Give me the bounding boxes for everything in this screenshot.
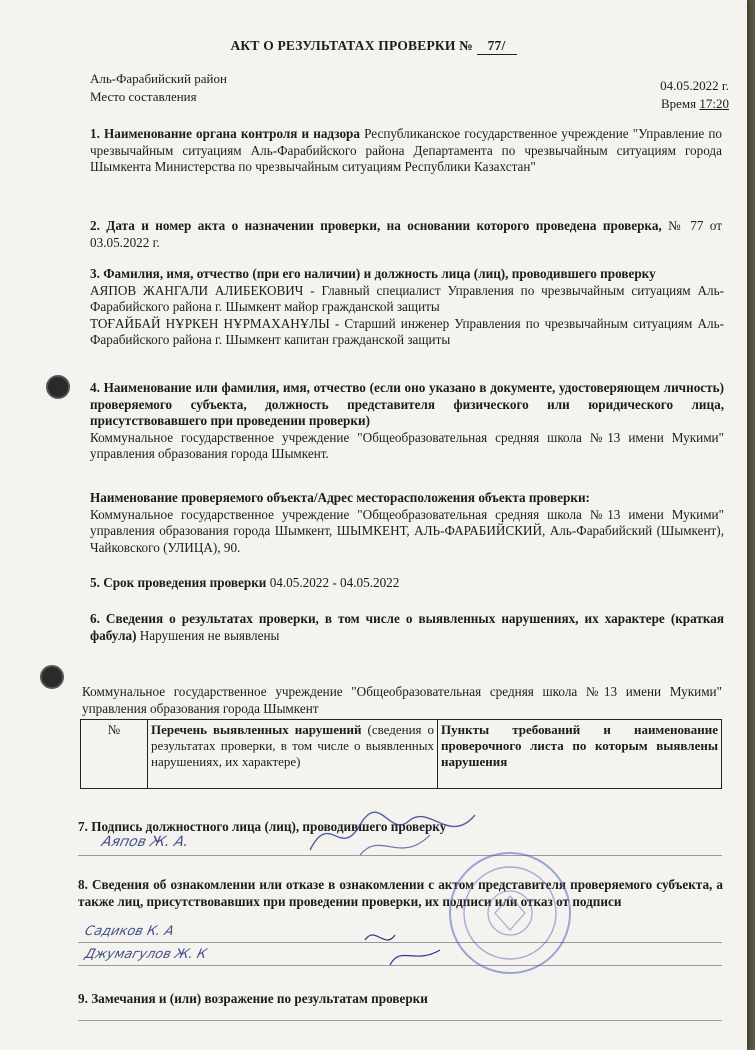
section-6 <box>90 611 724 644</box>
section-5-heading: 5. Срок проведения проверки <box>90 575 267 590</box>
section-5 <box>90 575 724 592</box>
violations-table <box>80 719 722 789</box>
section-5-text: 04.05.2022 - 04.05.2022 <box>269 575 400 590</box>
district-label: Аль-Фарабийский район <box>90 71 227 86</box>
section-3 <box>90 266 724 349</box>
section-7-heading: 7. Подпись должностного лица (лиц), проводившего проверку <box>78 819 447 834</box>
object-section <box>90 490 724 556</box>
representative-signature-2: Джумагулов Ж. К <box>83 947 209 962</box>
time-value: 17:20 <box>699 96 729 111</box>
section-3-heading: 3. Фамилия, имя, отчество (при его наличии) и должность лица (лиц), проводившего проверку <box>90 266 656 281</box>
section-6-heading: 6. Сведения о результатах проверки, в том числе о выявленных нарушениях, их характере (краткая фабула) <box>90 611 724 643</box>
remarks-line <box>78 1020 722 1021</box>
time-label: Время <box>660 96 697 111</box>
inspector-handwritten-signature: Аяпов Ж. А. <box>100 834 191 850</box>
table-header-violations <box>148 720 438 789</box>
section-4-heading: 4. Наименование или фамилия, имя, отчество (если оно указано в документе, удостоверяющем личность) проверяемого субъекта, должность представителя физического или юридического лица, присутствовавшего при проведении проверки) <box>90 380 724 429</box>
section-4-text: Коммунальное государственное учреждение "Общеобразовательная средняя школа №13 имени Мукими" управления образования города Шымкент. <box>90 429 724 462</box>
place-label: Место составления <box>90 89 197 104</box>
inspector-1: АЯПОВ ЖАНГАЛИ АЛИБЕКОВИЧ - Главный специалист Управления по чрезвычайным ситуациям Аль-Фарабийского района г. Шымкент майор гражданской защиты <box>90 282 724 315</box>
section-2-heading: 2. Дата и номер акта о назначении проверки, на основании которого проведена проверка, <box>90 218 662 233</box>
violations-header-bold: Перечень выявленных нарушений <box>151 722 362 737</box>
official-seal <box>445 848 575 978</box>
section-8-heading: 8. Сведения об ознакомлении или отказе в ознакомлении с актом представителя проверяемого субъекта, а также лиц, присутствовавших при проведении проверки, их подписи или отказ от подписи <box>78 877 723 909</box>
act-time-row <box>661 96 729 112</box>
table-row <box>81 720 722 789</box>
section-1-text: Республиканское государственное учреждение "Управление по чрезвычайным ситуациям Аль-Фарабийского района Департамента по чрезвычайным ситуациям города Шымкента Министерства по чрезвычайным ситуациям Республики Казахстан" <box>90 126 723 175</box>
representative-signature-1: Садиков К. А <box>83 924 176 939</box>
punch-hole-top <box>46 375 70 399</box>
table-caption: Коммунальное государственное учреждение "Общеобразовательная средняя школа №13 имени Мукими" управления образования города Шымкент <box>82 684 722 716</box>
section-2-text: № 77 от 03.05.2022 г. <box>90 218 722 250</box>
section-1-heading: 1. Наименование органа контроля и надзора <box>90 126 360 141</box>
table-header-requirements: Пункты требований и наименование проверочного листа по которым выявлены нарушения <box>438 720 722 789</box>
section-2 <box>90 218 722 251</box>
page-title <box>0 38 747 55</box>
table-header-number: № <box>81 720 148 789</box>
object-text: Коммунальное государственное учреждение "Общеобразовательная средняя школа №13 имени Мукими" управления образования города Шымкент, ШЫМКЕНТ, АЛЬ-ФАРАБИЙСКИЙ, Аль-Фарабийский (Шымкент), Чайковского (УЛИЦА), 90. <box>90 506 724 555</box>
act-date: 04.05.2022 г. <box>660 78 729 93</box>
section-6-text: Нарушения не выявлены <box>139 627 280 643</box>
representative-signature-scribbles <box>355 925 445 970</box>
punch-hole-bottom <box>40 665 64 689</box>
title-text: АКТ О РЕЗУЛЬТАТАХ ПРОВЕРКИ № <box>230 38 473 53</box>
section-4 <box>90 380 724 463</box>
violations-header-rest: (сведения о результатах проверки, в том числе о выявленных нарушениях, их характере) <box>151 722 434 769</box>
act-number: 77/ <box>477 38 517 55</box>
section-9-heading: 9. Замечания и (или) возражение по результатам проверки <box>78 991 428 1006</box>
object-heading: Наименование проверяемого объекта/Адрес месторасположения объекта проверки: <box>90 490 590 505</box>
inspector-2: ТОҒАЙБАЙ НҰРКЕН НҰРМАХАНҰЛЫ - Старший инженер Управления по чрезвычайным ситуациям Аль-Фарабийского района г. Шымкент капитан гражданской защиты <box>90 315 724 348</box>
section-1 <box>90 126 722 176</box>
